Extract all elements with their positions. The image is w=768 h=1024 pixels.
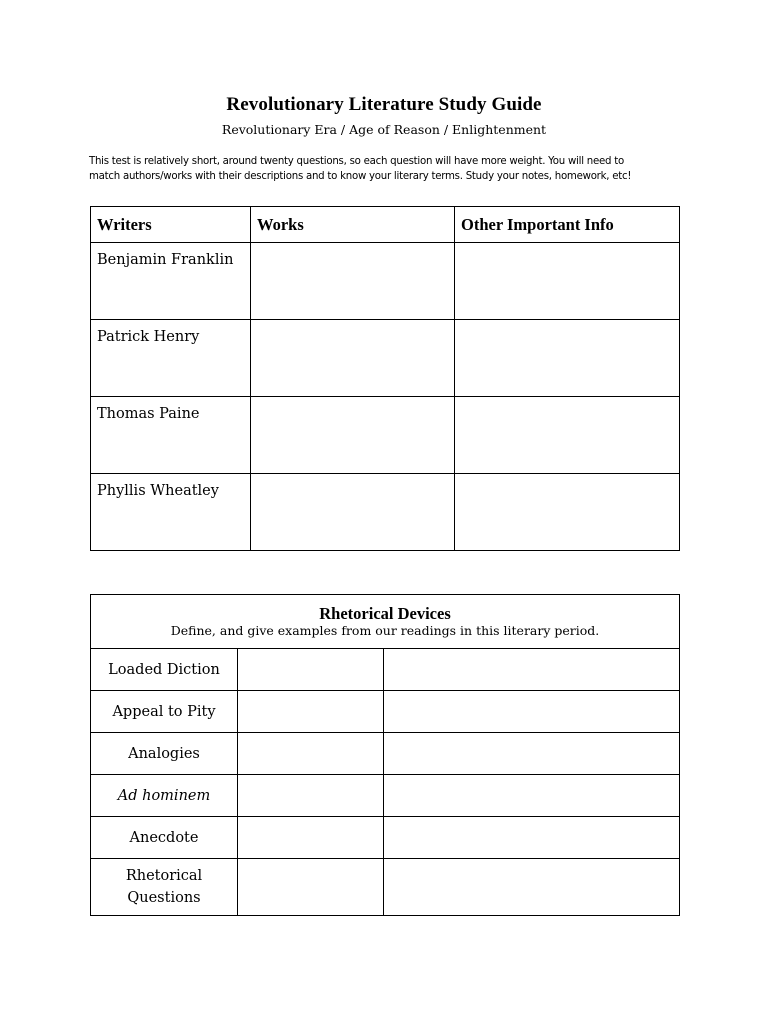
writer-name-cell: Benjamin Franklin — [91, 243, 251, 320]
info-entry-cell[interactable] — [455, 474, 680, 551]
works-entry-cell[interactable] — [251, 243, 455, 320]
devices-instructions: Define, and give examples from our readings in this literary period. — [170, 623, 600, 638]
device-term-cell — [91, 859, 238, 916]
table-row — [91, 775, 680, 817]
info-entry-cell[interactable] — [455, 320, 680, 397]
definition-entry-cell[interactable] — [238, 859, 384, 916]
devices-header-cell — [91, 595, 680, 649]
table-row — [91, 474, 680, 551]
example-entry-cell[interactable] — [384, 817, 680, 859]
column-header-other-info: Other Important Info — [455, 207, 680, 243]
intro-line: This test is relatively short, around twenty questions, so each question will have more weight. You will need to — [89, 156, 624, 167]
page-subtitle: Revolutionary Era / Age of Reason / Enlightenment — [221, 122, 547, 137]
works-entry-cell[interactable] — [251, 397, 455, 474]
definition-entry-cell[interactable] — [238, 649, 384, 691]
example-entry-cell[interactable] — [384, 859, 680, 916]
writer-name-cell: Thomas Paine — [91, 397, 251, 474]
table-row — [91, 397, 680, 474]
device-term-cell: Ad hominem — [91, 775, 238, 817]
device-term-cell: Anecdote — [91, 817, 238, 859]
table-row — [91, 320, 680, 397]
devices-heading: Rhetorical Devices — [319, 604, 451, 623]
example-entry-cell[interactable] — [384, 691, 680, 733]
intro-paragraph — [89, 154, 689, 184]
example-entry-cell[interactable] — [384, 649, 680, 691]
works-entry-cell[interactable] — [251, 474, 455, 551]
writer-name-cell: Patrick Henry — [91, 320, 251, 397]
writer-name-cell: Phyllis Wheatley — [91, 474, 251, 551]
info-entry-cell[interactable] — [455, 397, 680, 474]
page-title: Revolutionary Literature Study Guide — [226, 94, 542, 115]
column-header-writers: Writers — [91, 207, 251, 243]
device-term-line: Rhetorical — [125, 868, 203, 884]
definition-entry-cell[interactable] — [238, 817, 384, 859]
table-row — [91, 243, 680, 320]
definition-entry-cell[interactable] — [238, 775, 384, 817]
table-row — [91, 817, 680, 859]
device-term-cell: Appeal to Pity — [91, 691, 238, 733]
table-row — [91, 733, 680, 775]
writers-header-row — [91, 207, 680, 243]
device-term-cell: Loaded Diction — [91, 649, 238, 691]
column-header-works: Works — [251, 207, 455, 243]
definition-entry-cell[interactable] — [238, 691, 384, 733]
table-row — [91, 649, 680, 691]
intro-line: match authors/works with their descriptions and to know your literary terms. Study your notes, homework, etc! — [89, 171, 632, 182]
works-entry-cell[interactable] — [251, 320, 455, 397]
rhetorical-devices-table — [90, 594, 680, 916]
table-row — [91, 859, 680, 916]
example-entry-cell[interactable] — [384, 775, 680, 817]
example-entry-cell[interactable] — [384, 733, 680, 775]
devices-header-row — [91, 595, 680, 649]
definition-entry-cell[interactable] — [238, 733, 384, 775]
device-term-line: Questions — [127, 890, 201, 906]
writers-table — [90, 206, 680, 551]
table-row — [91, 691, 680, 733]
device-term-cell: Analogies — [91, 733, 238, 775]
info-entry-cell[interactable] — [455, 243, 680, 320]
